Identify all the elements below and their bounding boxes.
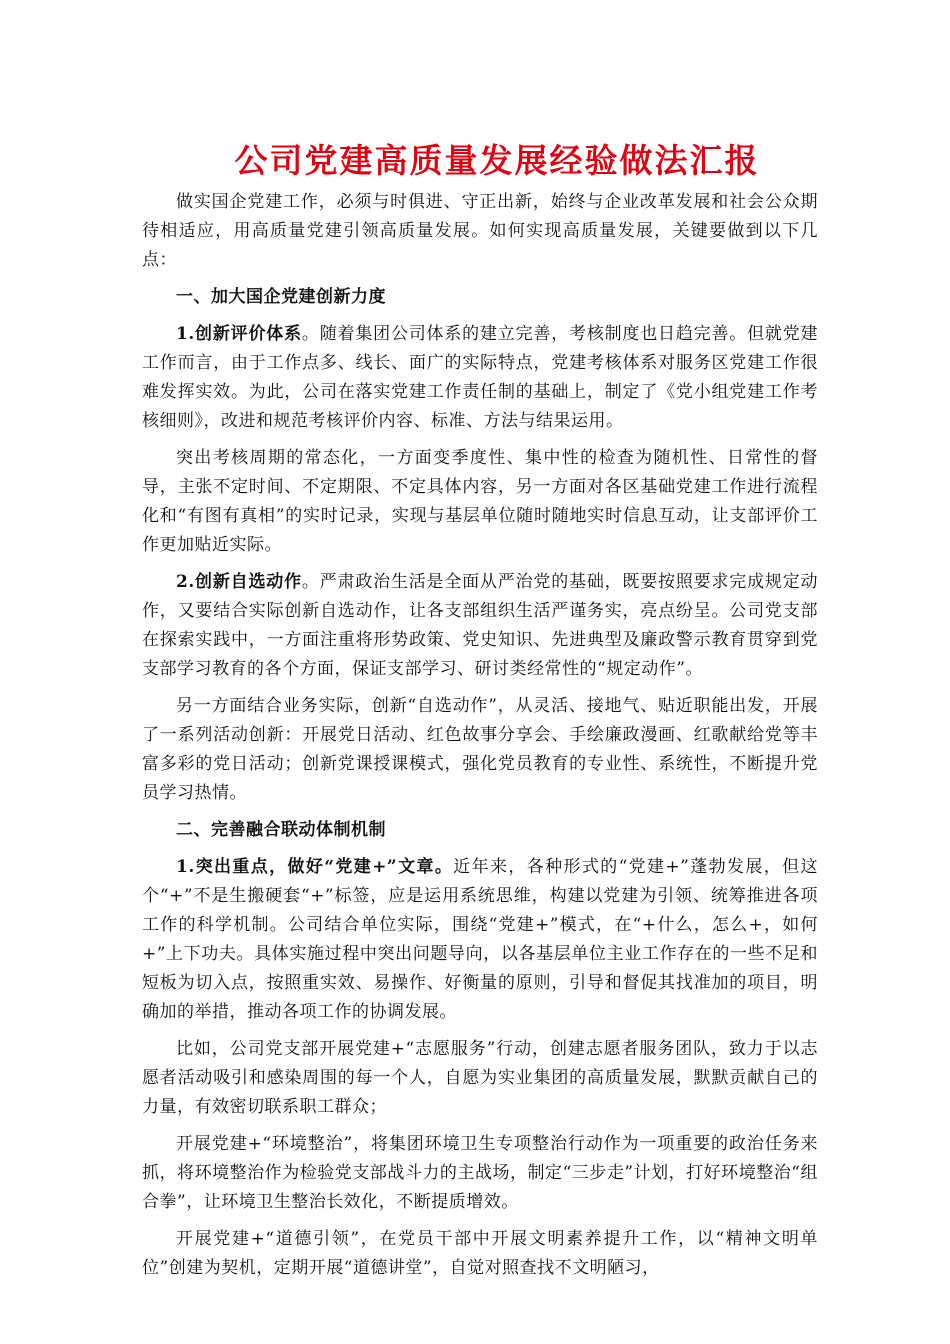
section-1-paragraph-3-text: 。严肃政治生活是全面从严治党的基础，既要按照要求完成规定动作，又要结合实际创新自选动作，让各支部组织生活严谨务实，亮点纷呈。公司党支部在探索实践中，一方面注重将形势政策、党史知识、先进典型及廉政警示教育贯穿到党支部学习教育的各个方面，保证支部学习、研讨类经常性的“规定动作”。 xyxy=(142,572,819,679)
section-1-paragraph-1 xyxy=(142,320,818,436)
document-body xyxy=(142,188,818,1291)
section-1-paragraph-2: 突出考核周期的常态化，一方面变季度性、集中性的检查为随机性、日常性的督导，主张不定时间、不定期限、不定具体内容，另一方面对各区基础党建工作进行流程化和“有图有真相”的实时记录，实现与基层单位随时随地实时信息互动，让支部评价工作更加贴近实际。 xyxy=(142,448,818,555)
section-2-paragraph-3: 开展党建+“环境整治”，将集团环境卫生专项整治行动作为一项重要的政治任务来抓，将环境整治作为检验党支部战斗力的主战场，制定“三步走”计划，打好环境整治“组合拳”，让环境卫生整治长效化，不断提质增效。 xyxy=(142,1134,818,1212)
section-1-paragraph-4: 另一方面结合业务实际，创新“自选动作”，从灵活、接地气、贴近职能出发，开展了一系列活动创新：开展党日活动、红色故事分享会、手绘廉政漫画、红歌献给党等丰富多彩的党日活动；创新党课授课模式，强化党员教育的专业性、系统性，不断提升党员学习热情。 xyxy=(142,696,818,803)
section-1-paragraph-3 xyxy=(142,568,818,684)
section-1-paragraph-1-lead: 1.创新评价体系 xyxy=(176,324,302,344)
section-2-paragraph-1 xyxy=(142,853,818,1027)
section-1-paragraph-3-lead: 2.创新自选动作 xyxy=(176,572,302,592)
document-title: 公司党建高质量发展经验做法汇报 xyxy=(234,141,760,180)
section-2-paragraph-1-lead: 1.突出重点，做好“党建+”文章。 xyxy=(176,857,454,877)
section-2-paragraph-1-text: 近年来，各种形式的“党建+”蓬勃发展，但这个“+”不是生搬硬套“+”标签，应是运用系统思维，构建以党建为引领、统筹推进各项工作的科学机制。公司结合单位实际，围绕“党建+”模式，在“+什么，怎么+，如何+”上下功夫。具体实施过程中突出问题导向，以各基层单位主业工作存在的一些不足和短板为切入点，按照重实效、易操作、好衡量的原则，引导和督促其找准加的项目，明确加的举措，推动各项工作的协调发展。 xyxy=(142,857,818,1022)
section-2-heading: 二、完善融合联动体制机制 xyxy=(176,820,386,840)
intro-paragraph: 做实国企党建工作，必须与时俱进、守正出新，始终与企业改革发展和社会公众期待相适应，用高质量党建引领高质量发展。如何实现高质量发展，关键要做到以下几点： xyxy=(142,192,818,270)
section-1-paragraph-1-text: 。随着集团公司体系的建立完善，考核制度也日趋完善。但就党建工作而言，由于工作点多、线长、面广的实际特点，党建考核体系对服务区党建工作很难发挥实效。为此，公司在落实党建工作责任制的基础上，制定了《党小组党建工作考核细则》，改进和规范考核评价内容、标准、方法与结果运用。 xyxy=(142,324,819,431)
section-2-paragraph-4: 开展党建+“道德引领”，在党员干部中开展文明素养提升工作，以“精神文明单位”创建为契机，定期开展“道德讲堂”，自觉对照查找不文明陋习， xyxy=(142,1229,818,1278)
section-2-paragraph-2: 比如，公司党支部开展党建+“志愿服务”行动，创建志愿者服务团队，致力于以志愿者活动吸引和感染周围的每一个人，自愿为实业集团的高质量发展，默默贡献自己的力量，有效密切联系职工群众； xyxy=(142,1039,818,1117)
section-1-heading: 一、加大国企党建创新力度 xyxy=(176,287,386,307)
